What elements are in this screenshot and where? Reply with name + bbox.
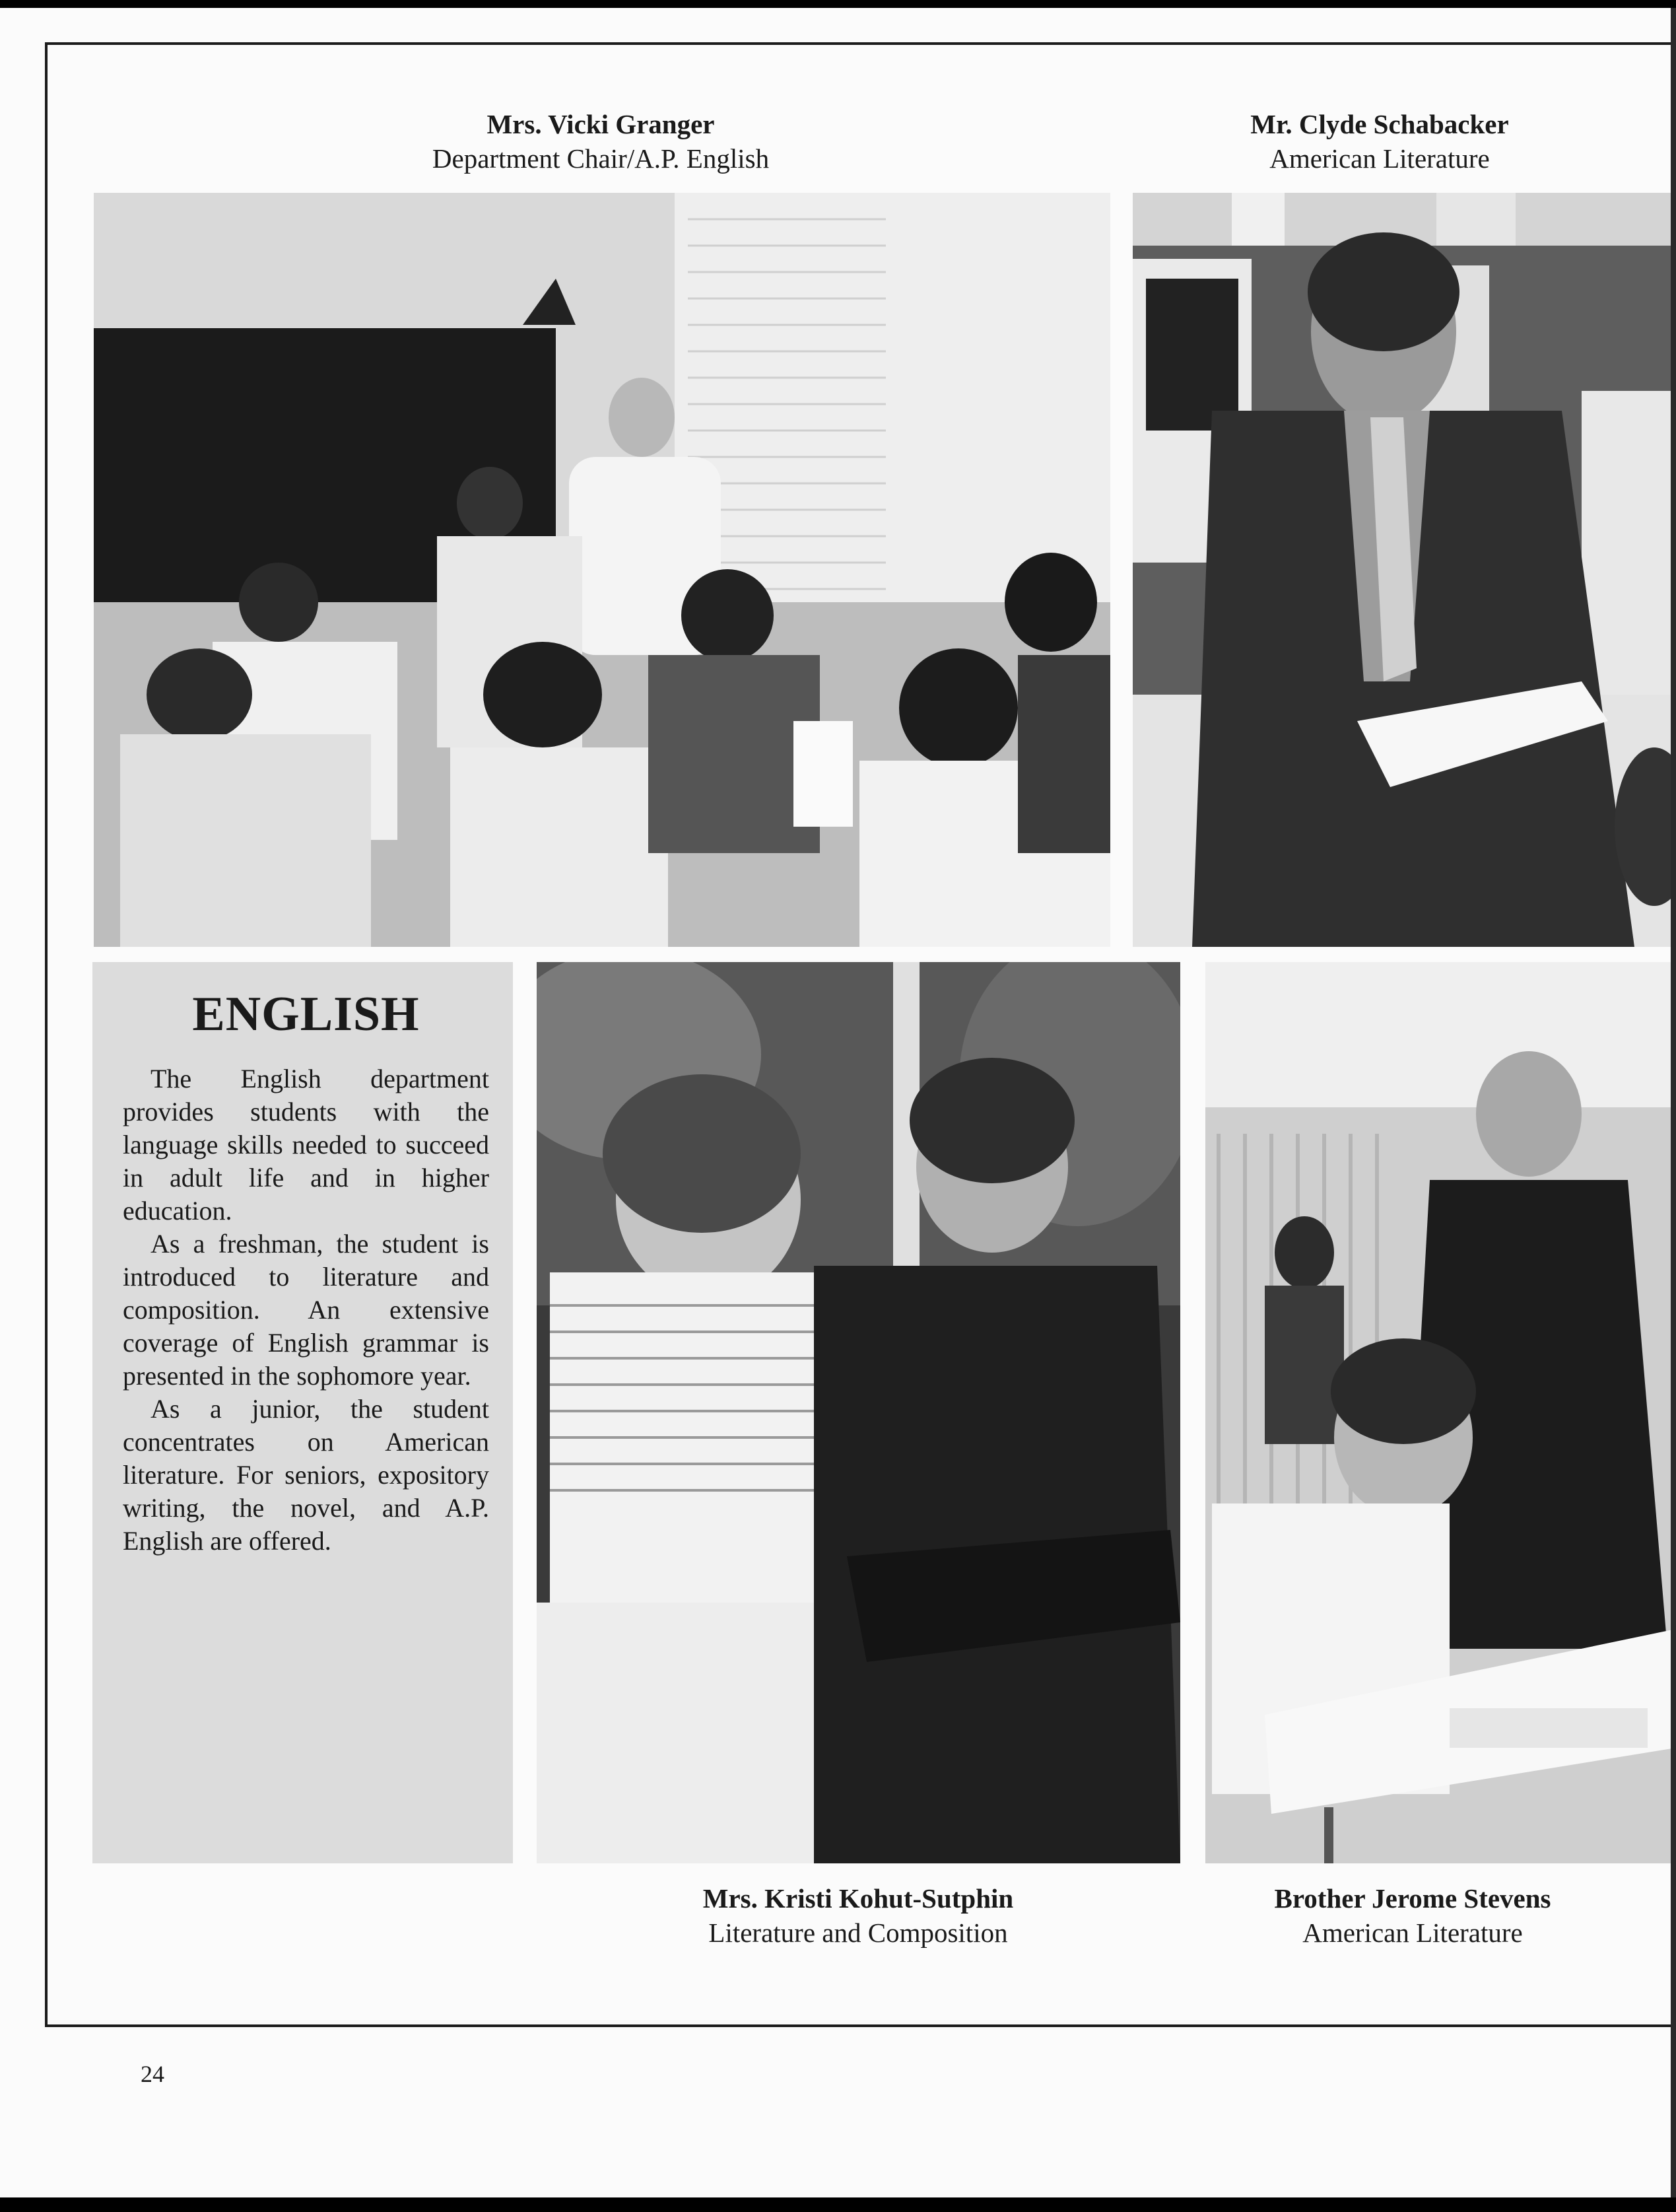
caption-name: Mrs. Kristi Kohut-Sutphin — [702, 1883, 1014, 1914]
caption-name: Mr. Clyde Schabacker — [1250, 109, 1509, 139]
caption-name: Brother Jerome Stevens — [1274, 1883, 1551, 1914]
caption-role: Literature and Composition — [708, 1918, 1008, 1948]
photo-schabacker — [1133, 193, 1676, 947]
photo-classroom-granger — [94, 193, 1110, 947]
caption-granger — [370, 107, 832, 176]
section-paragraph: The English department provides students with the language skills needed to succeed in adult life and in higher education. — [123, 1064, 489, 1226]
photo-kohut-sutphin — [537, 962, 1180, 1863]
photo-stevens — [1205, 962, 1676, 1863]
english-section — [92, 962, 513, 1863]
page-edge — [1671, 8, 1676, 2197]
caption-role: American Literature — [1269, 143, 1490, 174]
section-paragraph: As a junior, the student concentrates on American literature. For seniors, expository writing, the novel, and A.P. English are offered. — [123, 1394, 489, 1556]
caption-schabacker — [1149, 107, 1611, 176]
caption-stevens — [1182, 1881, 1644, 1950]
yearbook-page — [0, 8, 1676, 2197]
page-number: 24 — [141, 2061, 164, 2087]
caption-kohut-sutphin — [620, 1881, 1096, 1950]
caption-name: Mrs. Vicki Granger — [486, 109, 715, 139]
caption-role: American Literature — [1302, 1918, 1523, 1948]
section-paragraph: As a freshman, the student is introduced to literature and composition. An extensive coverage of English grammar is presented in the sophomore year. — [123, 1229, 489, 1391]
section-title: ENGLISH — [192, 987, 420, 1041]
caption-role: Department Chair/A.P. English — [432, 143, 770, 174]
